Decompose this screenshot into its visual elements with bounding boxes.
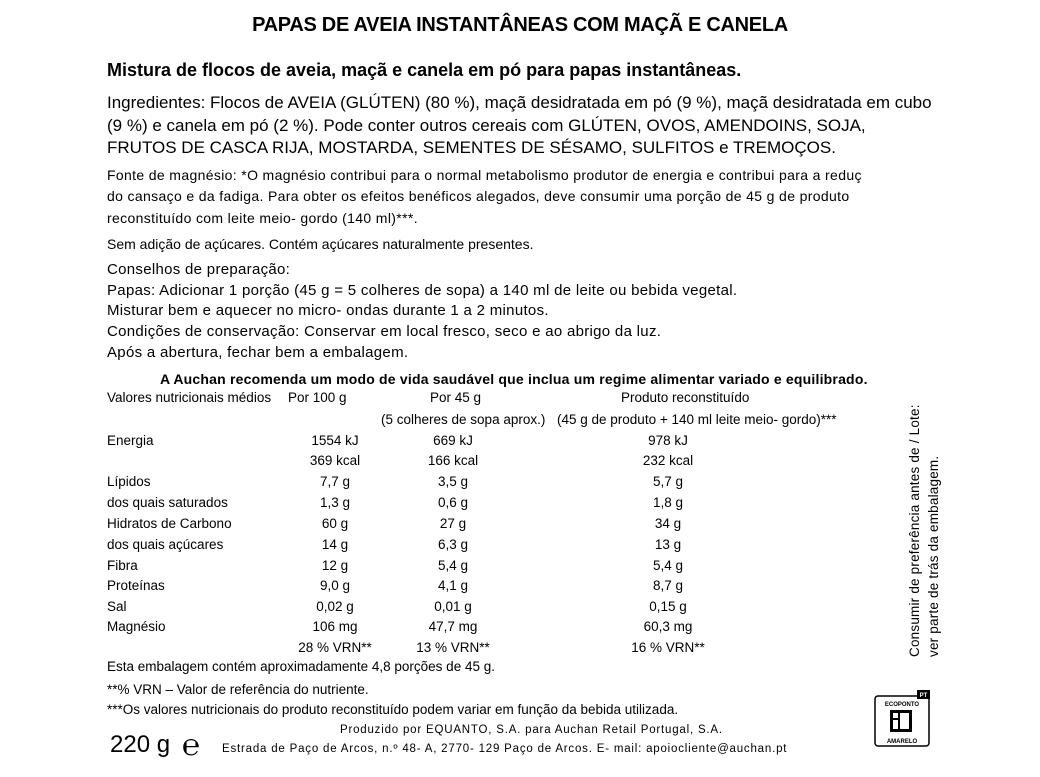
nutrition-header-100g: Por 100 g bbox=[288, 390, 347, 405]
best-before-note bbox=[905, 404, 943, 657]
nutrient-value: 13 % VRN** bbox=[416, 640, 490, 655]
portions-note: Esta embalagem contém aproximadamente 4,8 porções de 45 g. bbox=[107, 659, 495, 674]
net-weight: 220 g bbox=[110, 731, 171, 758]
sugar-statement: Sem adição de açúcares. Contém açúcares naturalmente presentes. bbox=[107, 236, 534, 252]
nutrition-header-45g: Por 45 g bbox=[430, 390, 482, 405]
storage-line: Condições de conservação: Conservar em local fresco, seco e ao abrigo da luz. bbox=[107, 323, 662, 340]
nutrient-value: 5,4 g bbox=[437, 558, 469, 573]
ecoponto-bottom-label: AMARELO bbox=[886, 739, 918, 745]
ecoponto-top-label: ECOPONTO bbox=[884, 702, 920, 708]
nutrient-value: 1554 kJ bbox=[311, 433, 359, 448]
nutrient-value: 47,7 mg bbox=[428, 619, 478, 634]
nutrient-value: 166 kcal bbox=[427, 453, 479, 468]
nutrient-value: 28 % VRN** bbox=[298, 640, 372, 655]
nutrient-label: Magnésio bbox=[107, 619, 166, 634]
nutrient-label: Fibra bbox=[107, 558, 138, 573]
nutrient-value: 5,4 g bbox=[652, 558, 684, 573]
preparation-line-1: Papas: Adicionar 1 porção (45 g = 5 colheres de sopa) a 140 ml de leite ou bebida vegetal. bbox=[107, 282, 738, 299]
nutrient-value: 4,1 g bbox=[437, 578, 469, 593]
preparation-heading: Conselhos de preparação: bbox=[107, 261, 291, 278]
nutrient-value: 0,15 g bbox=[649, 599, 687, 614]
nutrient-label: dos quais saturados bbox=[107, 495, 228, 510]
nutrition-header-label: Valores nutricionais médios bbox=[107, 390, 272, 405]
address-line: Estrada de Paço de Arcos, n.º 48- A, 2770- 129 Paço de Arcos. E- mail: apoiocliente@auchan.pt bbox=[222, 743, 788, 755]
ingredients-line-2: (9 %) e canela em pó (2 %). Pode conter outros cereais com GLÚTEN, OVOS, AMENDOINS, SOJA, bbox=[107, 116, 866, 135]
nutrient-value: 0,6 g bbox=[437, 495, 469, 510]
nutrition-header-reconstituted: Produto reconstituído bbox=[621, 390, 750, 405]
nutrition-subheader-45g: (5 colheres de sopa aprox.) bbox=[381, 412, 546, 427]
nutrient-value: 1,8 g bbox=[652, 495, 684, 510]
nutrient-value: 34 g bbox=[654, 516, 682, 531]
estimated-sign-icon: ℮ bbox=[182, 728, 201, 763]
nutrient-label: dos quais açúcares bbox=[107, 537, 224, 552]
nutrient-value: 369 kcal bbox=[309, 453, 361, 468]
product-description: Mistura de flocos de aveia, maçã e canela em pó para papas instantâneas. bbox=[107, 60, 742, 80]
nutrient-value: 9,0 g bbox=[319, 578, 351, 593]
reconstituted-footnote: ***Os valores nutricionais do produto reconstituído podem variar em função da bebida utilizada. bbox=[107, 702, 679, 717]
ecoponto-amarelo-icon bbox=[873, 690, 931, 748]
best-before-line-2: ver parte de trás da embalagem. bbox=[926, 455, 941, 657]
nutrient-label: Hidratos de Carbono bbox=[107, 516, 232, 531]
nutrient-label: Lípidos bbox=[107, 474, 151, 489]
nutrition-subheader-reconstituted: (45 g de produto + 140 ml leite meio- gordo)*** bbox=[557, 412, 837, 427]
nutrient-value: 12 g bbox=[321, 558, 349, 573]
ingredients-line-3: FRUTOS DE CASCA RIJA, MOSTARDA, SEMENTES DE SÉSAMO, SULFITOS e TREMOÇOS. bbox=[107, 138, 836, 157]
claim-line-3: reconstituído com leite meio- gordo (140 ml)***. bbox=[107, 210, 418, 226]
nutrient-value: 232 kcal bbox=[642, 453, 694, 468]
nutrient-value: 7,7 g bbox=[319, 474, 351, 489]
nutrient-value: 6,3 g bbox=[437, 537, 469, 552]
claim-line-2: do cansaço e da fadiga. Para obter os efeitos benéficos alegados, deve consumir uma porção de 45 g de produto bbox=[107, 188, 850, 204]
nutrient-value: 14 g bbox=[321, 537, 349, 552]
auchan-recommendation: A Auchan recomenda um modo de vida saudável que inclua um regime alimentar variado e equilibrado. bbox=[160, 371, 868, 387]
product-title: PAPAS DE AVEIA INSTANTÂNEAS COM MAÇÃ E CANELA bbox=[252, 14, 788, 36]
nutrient-value: 16 % VRN** bbox=[631, 640, 705, 655]
nutrient-label: Proteínas bbox=[107, 578, 165, 593]
nutrient-value: 5,7 g bbox=[652, 474, 684, 489]
nutrient-value: 8,7 g bbox=[652, 578, 684, 593]
nutrient-value: 3,5 g bbox=[437, 474, 469, 489]
nutrient-value: 0,01 g bbox=[434, 599, 472, 614]
nutrient-value: 13 g bbox=[654, 537, 682, 552]
vrn-footnote: **% VRN – Valor de referência do nutriente. bbox=[107, 682, 369, 697]
after-opening-line: Após a abertura, fechar bem a embalagem. bbox=[107, 344, 409, 361]
claim-line-1: Fonte de magnésio: *O magnésio contribui para o normal metabolismo produtor de energia e contribui para a reduç bbox=[107, 167, 862, 183]
nutrient-value: 1,3 g bbox=[319, 495, 351, 510]
nutrient-label: Energia bbox=[107, 433, 154, 448]
ingredients-line-1: Ingredientes: Flocos de AVEIA (GLÚTEN) (80 %), maçã desidratada em pó (9 %), maçã desidratada em cubo bbox=[107, 93, 932, 112]
nutrient-value: 106 mg bbox=[312, 619, 358, 634]
best-before-line-1: Consumir de preferência antes de / Lote: bbox=[907, 404, 922, 657]
ecoponto-corner: PT bbox=[919, 693, 928, 699]
nutrient-value: 27 g bbox=[439, 516, 467, 531]
nutrient-value: 669 kJ bbox=[433, 433, 473, 448]
nutrient-value: 978 kJ bbox=[648, 433, 688, 448]
nutrient-value: 60,3 mg bbox=[643, 619, 693, 634]
nutrient-label: Sal bbox=[107, 599, 127, 614]
preparation-line-2: Misturar bem e aquecer no micro- ondas durante 1 a 2 minutos. bbox=[107, 302, 549, 319]
nutrient-value: 0,02 g bbox=[316, 599, 354, 614]
producer-line: Produzido por EQUANTO, S.A. para Auchan Retail Portugal, S.A. bbox=[340, 724, 723, 736]
nutrient-value: 60 g bbox=[321, 516, 349, 531]
